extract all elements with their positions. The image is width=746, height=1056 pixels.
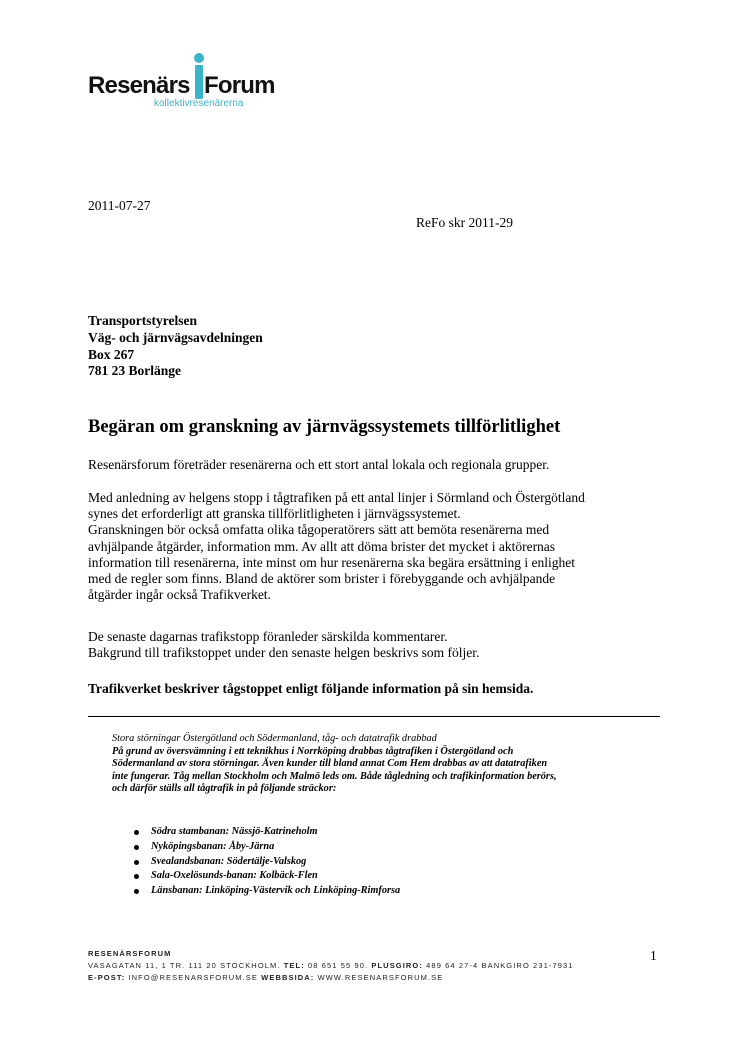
footer-bankgiro: BANKGIRO 231-7931 [481,961,574,970]
footer-tel: 08 651 55 90. [308,961,369,970]
footer-org: RESENÄRSFORUM [88,949,172,958]
list-item-text: Södra stambanan: Nässjö-Katrineholm [151,826,318,837]
footer-web-label: WEBBSIDA: [261,973,315,982]
paragraph-line: avhjälpande åtgärder, information mm. Av allt att döma brister det mycket i aktörernas [88,538,556,554]
logo [88,52,298,112]
footer-web[interactable]: WWW.RESENARSFORUM.SE [317,973,444,982]
page-footer [88,948,574,984]
paragraph-intro [88,457,549,473]
paragraph-comments [88,629,479,661]
letter-date: 2011-07-27 [88,198,151,213]
recipient-line: Box 267 [88,346,135,362]
list-item-text: Länsbanan: Linköping-Västervik och Linköping-Rimforsa [151,885,401,897]
footer-tel-label: TEL: [283,961,305,970]
letter-reference: ReFo skr 2011-29 [416,215,513,230]
paragraph-line: De senaste dagarnas trafikstopp föranleder särskilda kommentarer. [88,629,448,644]
recipient-address [88,313,263,380]
quote-line: inte fungerar. Tåg mellan Stockholm och Malmö leds om. Både tågledning och trafikinformation berörs, [112,770,557,782]
quoted-notice [112,733,557,796]
footer-plusgiro-label: PLUSGIRO: [371,961,423,970]
paragraph-line: Trafikverket beskriver tågstoppet enligt följande information på sin hemsida. [88,681,534,696]
quote-title: Stora störningar Östergötland och Södermanland, tåg- och datatrafik drabbad [112,733,437,744]
affected-lines-list [134,825,400,899]
footer-address: VASAGATAN 11, 1 TR. 111 20 STOCKHOLM. [88,961,281,970]
paragraph-line: Granskningen bör också omfatta olika tågoperatörers sätt att bemöta resenärerna med [88,522,550,538]
quote-line: På grund av översvämning i ett teknikhus i Norrköping drabbas tågtrafiken i Östergötland och [112,745,514,757]
quote-line: och därför ställs all tågtrafik in på följande sträckor: [112,783,337,795]
recipient-line: 781 23 Borlänge [88,363,181,379]
list-item [134,825,400,840]
recipient-line: Transportstyrelsen [88,313,197,328]
paragraph-background [88,490,585,603]
list-item [134,855,400,870]
bullet-icon [134,830,139,835]
bullet-icon [134,889,139,894]
footer-web-line [88,972,574,984]
quote-line: Södermanland av stora störningar. Även kunder till bland annat Com Hem drabbas av att datatrafiken [112,758,548,770]
logo-tagline: kollektivresenärerna [154,98,244,109]
footer-plusgiro: 489 64 27-4 [426,961,479,970]
list-item-text: Svealandsbanan: Södertälje-Valskog [151,855,307,867]
paragraph-line: Resenärsforum företräder resenärerna och ett stort antal lokala och regionala grupper. [88,457,550,472]
footer-email-label: E-POST: [88,973,126,982]
page-number: 1 [650,948,657,963]
paragraph-line: Med anledning av helgens stopp i tågtrafiken på ett antal linjer i Sörmland och Östergötland [88,490,585,505]
list-item-text: Sala-Oxelösunds-banan: Kolbäck-Flen [151,870,318,882]
list-item [134,840,400,855]
footer-contact-line [88,960,574,972]
paragraph-line: åtgärder ingår också Trafikverket. [88,587,271,603]
paragraph-line: med de regler som finns. Bland de aktörer som brister i förebyggande och avhjälpande [88,571,556,587]
list-item-text: Nyköpingsbanan: Åby-Järna [151,840,275,852]
paragraph-line: synes det erforderligt att granska tillförlitligheten i järnvägssystemet. [88,506,461,522]
bullet-icon [134,860,139,865]
horizontal-rule [88,716,660,717]
logo-word-forum: Forum [204,72,275,99]
paragraph-quote-intro [88,681,533,697]
bullet-icon [134,845,139,850]
recipient-line: Väg- och järnvägsavdelningen [88,329,263,345]
logo-word-resenars: Resenärs [88,72,190,99]
letter-heading: Begäran om granskning av järnvägssystemets tillförlitlighet [88,417,561,437]
paragraph-line: Bakgrund till trafikstoppet under den senaste helgen beskrivs som följer. [88,645,480,661]
footer-email[interactable]: INFO@RESENARSFORUM.SE [128,973,258,982]
paragraph-line: information till resenärerna, inte minst om hur resenärerna ska begära ersättning i enlighet [88,554,575,570]
list-item [134,884,400,899]
bullet-icon [134,874,139,879]
list-item [134,869,400,884]
